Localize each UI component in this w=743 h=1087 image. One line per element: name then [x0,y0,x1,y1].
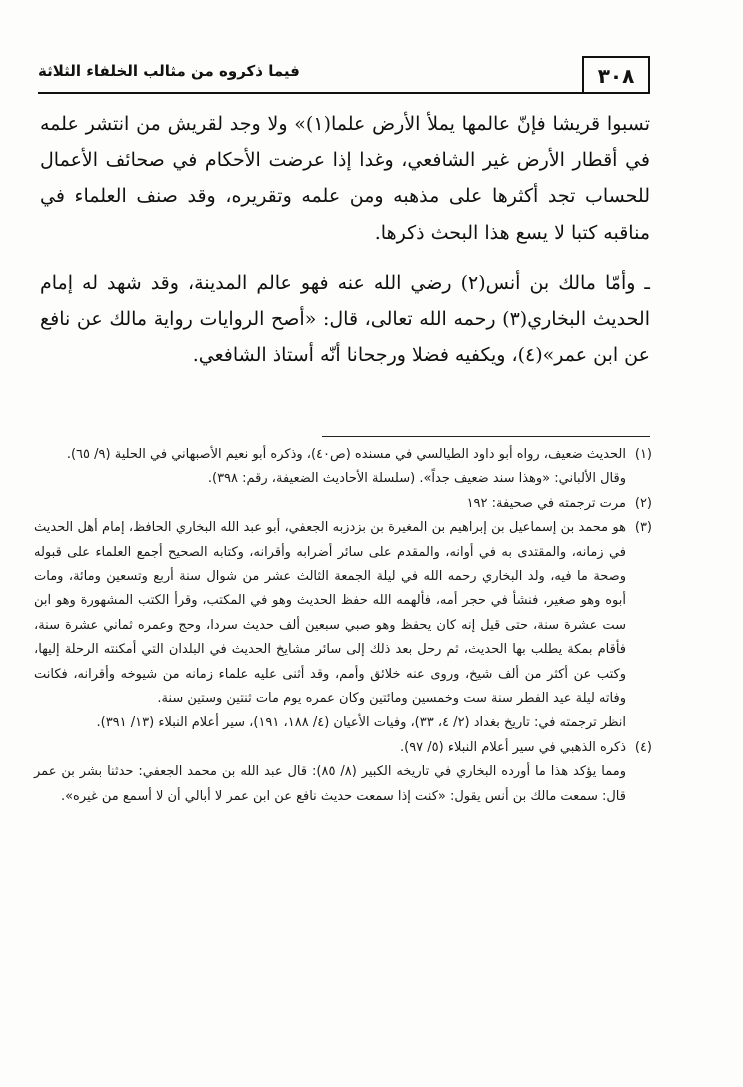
footnotes [34,443,652,809]
footnote-text: وقال الألباني: «وهذا سند ضعيف جداً». (سلسلة الأحاديث الضعيفة، رقم: ٣٩٨). [207,471,626,487]
footnote-mark: (٢) [634,495,652,511]
page-header [38,56,650,94]
footnote-3 [34,516,652,736]
footnote-sources: انظر ترجمته في: تاريخ بغداد (٢/ ٤، ٣٣)، وفيات الأعيان (٤/ ١٨٨، ١٩١)، سير أعلام النبلاء (١٣/ ٣٩١). [96,715,626,731]
footnote-text: هو محمد بن إسماعيل بن إبراهيم بن المغيرة بن بزدزبه الجعفي، أبو عبد الله البخاري الحافظ، إمام أهل الحديث في زمانه، والمقتدى به في أوانه، والمقدم على سائر أضرابه وأقرانه، وكتابه الصحيح أجمع العلماء على قبوله وصحة ما فيه، ولد البخاري رحمه الله في ليلة الجمعة الثالث عشر من شوال سنة أربع وتسعين ومائة، ومات أبوه وهو صغير، فنشأ في حجر أمه، فألهمه الله حفظ الحديث وهو في المكتب، وقرأ الكتب المشهورة وهو ابن ست عشرة سنة، حتى قيل إنه كان يحفظ وهو صبي سبعين ألف حديث سردا، وحج وعمره ثماني عشرة سنة، فأقام بمكة يطلب بها الحديث، ثم رحل بعد ذلك إلى سائر مشايخ الحديث في البلدان التي أمكنته الرحلة إليها، وكتب عن أكثر من ألف شيخ، وروى عنه خلائق وأمم، وقد أثنى عليه علماء زمانه من شيوخه وأقرانه، فكانت وفاته ليلة عيد الفطر سنة ست وخمسين ومائتين وكان عمره يوم مات ثنتين وستين سنة. [34,520,626,707]
footnote-text: ذكره الذهبي في سير أعلام النبلاء (٥/ ٩٧). [399,739,626,755]
footnote-1 [34,443,652,492]
footnote-mark: (٤) [634,739,652,755]
running-title: فيما ذكروه من مثالب الخلفاء الثلاثة [38,62,300,80]
main-text [40,106,650,373]
footnote-separator [322,436,650,437]
footnote-2 [34,492,652,516]
footnote-mark: (١) [634,447,652,462]
footnote-4 [34,736,652,760]
header-rule [38,92,650,94]
paragraph-malik: ـ وأمّا مالك بن أنس(٢) رضي الله عنه فهو عالم المدينة، وقد شهد له إمام الحديث البخاري(٣) رحمه الله تعالى، قال: «أصح الروايات رواية مالك عن نافع عن ابن عمر»(٤)، ويكفيه فضلا ورجحانا أنّه أستاذ الشافعي. [40,271,651,367]
footnote-text: مرت ترجمته في صحيفة: ١٩٢ [466,495,626,511]
footnote-mark: (٣) [634,520,652,536]
paragraph-shafii: تسبوا قريشا فإنّ عالمها يملأ الأرض علما(١)» ولا وجد لقريش من انتشر علمه في أقطار الأرض غير الشافعي، وغدا إذا عرضت الأحكام في صحائف الأعمال للحساب تجد أكثرها على مذهبه ومن علمه وتقريره، وقد صنف العلماء في مناقبه كتبا لا يسع هذا البحث ذكرها. [40,113,650,244]
footnote-text: الحديث ضعيف، رواه أبو داود الطيالسي في مسنده (ص٤٠)، وذكره أبو نعيم الأصبهاني في الحلية (٩/ ٦٥). [66,447,626,462]
page-number: ٣٠٨ [582,56,650,94]
footnote-4-continued: ومما يؤكد هذا ما أورده البخاري في تاريخه الكبير (٨/ ٨٥): قال عبد الله بن محمد الجعفي: حدثنا بشر بن عمر قال: سمعت مالك بن أنس يقول: «كنت إذا سمعت حديث نافع عن ابن عمر لا أبالي أن لا أسمع من غيره». [34,764,626,804]
